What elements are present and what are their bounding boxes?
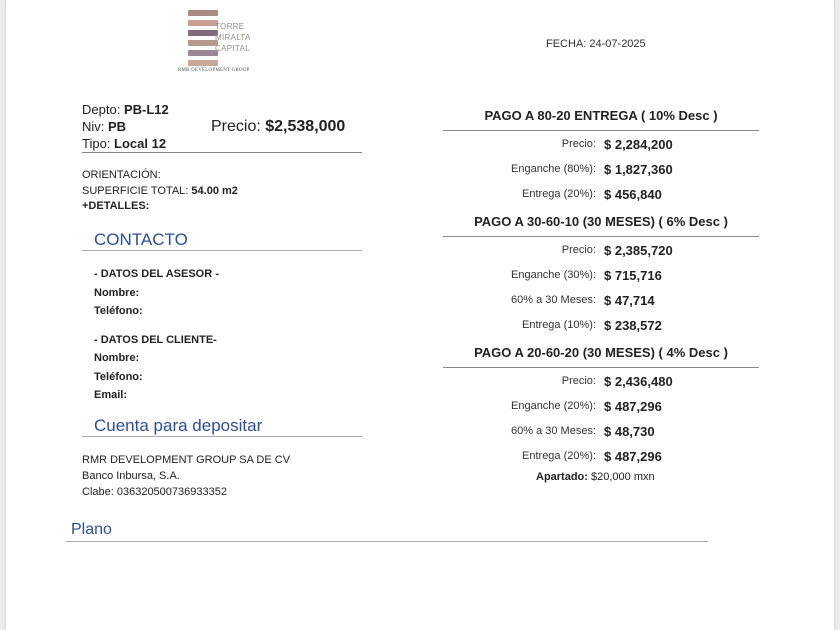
plan-row-value: $ 47,714 bbox=[604, 293, 655, 308]
divider bbox=[82, 250, 362, 251]
cliente-telefono-label: Teléfono: bbox=[94, 371, 143, 383]
asesor-telefono-label: Teléfono: bbox=[94, 305, 143, 317]
detalles-label: +DETALLES: bbox=[82, 200, 150, 212]
plan-row-value: $ 715,716 bbox=[604, 268, 662, 283]
plan-row-label: Enganche (80%): bbox=[511, 163, 596, 175]
logo-stripe bbox=[188, 40, 218, 46]
logo-stripe bbox=[188, 60, 218, 66]
logo-mark bbox=[188, 10, 218, 70]
tipo-value: Local 12 bbox=[114, 136, 167, 151]
cliente-header: - DATOS DEL CLIENTE- bbox=[94, 334, 217, 346]
logo-stripe bbox=[188, 20, 218, 26]
plan-title: PAGO A 30-60-10 (30 MESES) ( 6% Desc ) bbox=[474, 214, 728, 229]
date-label: FECHA: 24-07-2025 bbox=[546, 38, 646, 50]
plan-row-label: Entrega (10%): bbox=[522, 319, 596, 331]
logo-stripe bbox=[188, 50, 218, 56]
cuenta-clabe: Clabe: 036320500736933352 bbox=[82, 486, 227, 498]
asesor-header: - DATOS DEL ASESOR - bbox=[94, 268, 219, 280]
plan-row-label: 60% a 30 Meses: bbox=[511, 294, 596, 306]
plan-row-label: Entrega (20%): bbox=[522, 450, 596, 462]
logo-wordmark bbox=[215, 21, 251, 54]
plan-row-label: Precio: bbox=[561, 138, 596, 150]
apartado-value: $20,000 mxn bbox=[591, 471, 655, 483]
price-label: Precio: bbox=[211, 118, 261, 135]
depto-line bbox=[82, 102, 169, 117]
apartado-label: Apartado: bbox=[536, 471, 588, 483]
divider bbox=[443, 236, 759, 237]
quote-page bbox=[6, 0, 834, 630]
plan-row-value: $ 487,296 bbox=[604, 399, 662, 414]
divider bbox=[443, 130, 759, 131]
price-value: $2,538,000 bbox=[265, 118, 346, 135]
plan-row-label: Enganche (20%): bbox=[511, 400, 596, 412]
divider bbox=[66, 541, 708, 542]
logo-stripe bbox=[188, 10, 218, 16]
apartado-line bbox=[536, 471, 655, 483]
contacto-title: CONTACTO bbox=[94, 230, 188, 249]
asesor-nombre-label: Nombre: bbox=[94, 287, 140, 299]
plano-title: Plano bbox=[71, 521, 112, 538]
plan-row-value: $ 456,840 bbox=[604, 187, 662, 202]
cuenta-banco: Banco Inbursa, S.A. bbox=[82, 470, 180, 482]
plan-row-value: $ 2,385,720 bbox=[604, 243, 673, 258]
cuenta-empresa: RMR DEVELOPMENT GROUP SA DE CV bbox=[82, 454, 291, 466]
logo-line: CAPITAL bbox=[215, 44, 250, 53]
plan-row-label: 60% a 30 Meses: bbox=[511, 425, 596, 437]
depto-label: Depto: bbox=[82, 102, 121, 117]
plan-row-label: Precio: bbox=[561, 244, 596, 256]
orientacion-label: ORIENTACIÓN: bbox=[82, 169, 161, 181]
cliente-nombre-label: Nombre: bbox=[94, 352, 140, 364]
logo-tagline: RMR DEVELOPMENT GROUP bbox=[178, 68, 250, 73]
logo-line: MIRALTA bbox=[215, 33, 251, 42]
divider bbox=[82, 152, 362, 153]
plan-row-value: $ 2,284,200 bbox=[604, 137, 673, 152]
superficie-value: 54.00 m2 bbox=[191, 185, 238, 197]
plan-title: PAGO A 80-20 ENTREGA ( 10% Desc ) bbox=[484, 108, 718, 123]
plan-row-label: Enganche (30%): bbox=[511, 269, 596, 281]
niv-line bbox=[82, 119, 126, 134]
depto-value: PB-L12 bbox=[123, 102, 169, 117]
plan-title: PAGO A 20-60-20 (30 MESES) ( 4% Desc ) bbox=[474, 345, 728, 360]
divider bbox=[82, 436, 362, 437]
cuenta-title: Cuenta para depositar bbox=[94, 416, 263, 435]
superficie-line bbox=[82, 185, 238, 197]
price-line bbox=[211, 118, 345, 136]
plan-row-value: $ 238,572 bbox=[604, 318, 662, 333]
plan-row-label: Precio: bbox=[561, 375, 596, 387]
plan-row-label: Entrega (20%): bbox=[522, 188, 596, 200]
plan-row-value: $ 487,296 bbox=[604, 449, 662, 464]
plan-row-value: $ 1,827,360 bbox=[604, 162, 673, 177]
logo-line: TORRE bbox=[215, 22, 245, 31]
divider bbox=[443, 367, 759, 368]
plan-row-value: $ 48,730 bbox=[604, 424, 655, 439]
cliente-email-label: Email: bbox=[94, 389, 128, 401]
logo-stripe bbox=[188, 30, 218, 36]
superficie-label: SUPERFICIE TOTAL: bbox=[82, 185, 189, 197]
plan-row-value: $ 2,436,480 bbox=[604, 374, 673, 389]
tipo-label: Tipo: bbox=[82, 136, 111, 151]
tipo-line bbox=[82, 136, 166, 151]
niv-label: Niv: bbox=[82, 119, 105, 134]
niv-value: PB bbox=[108, 119, 127, 134]
